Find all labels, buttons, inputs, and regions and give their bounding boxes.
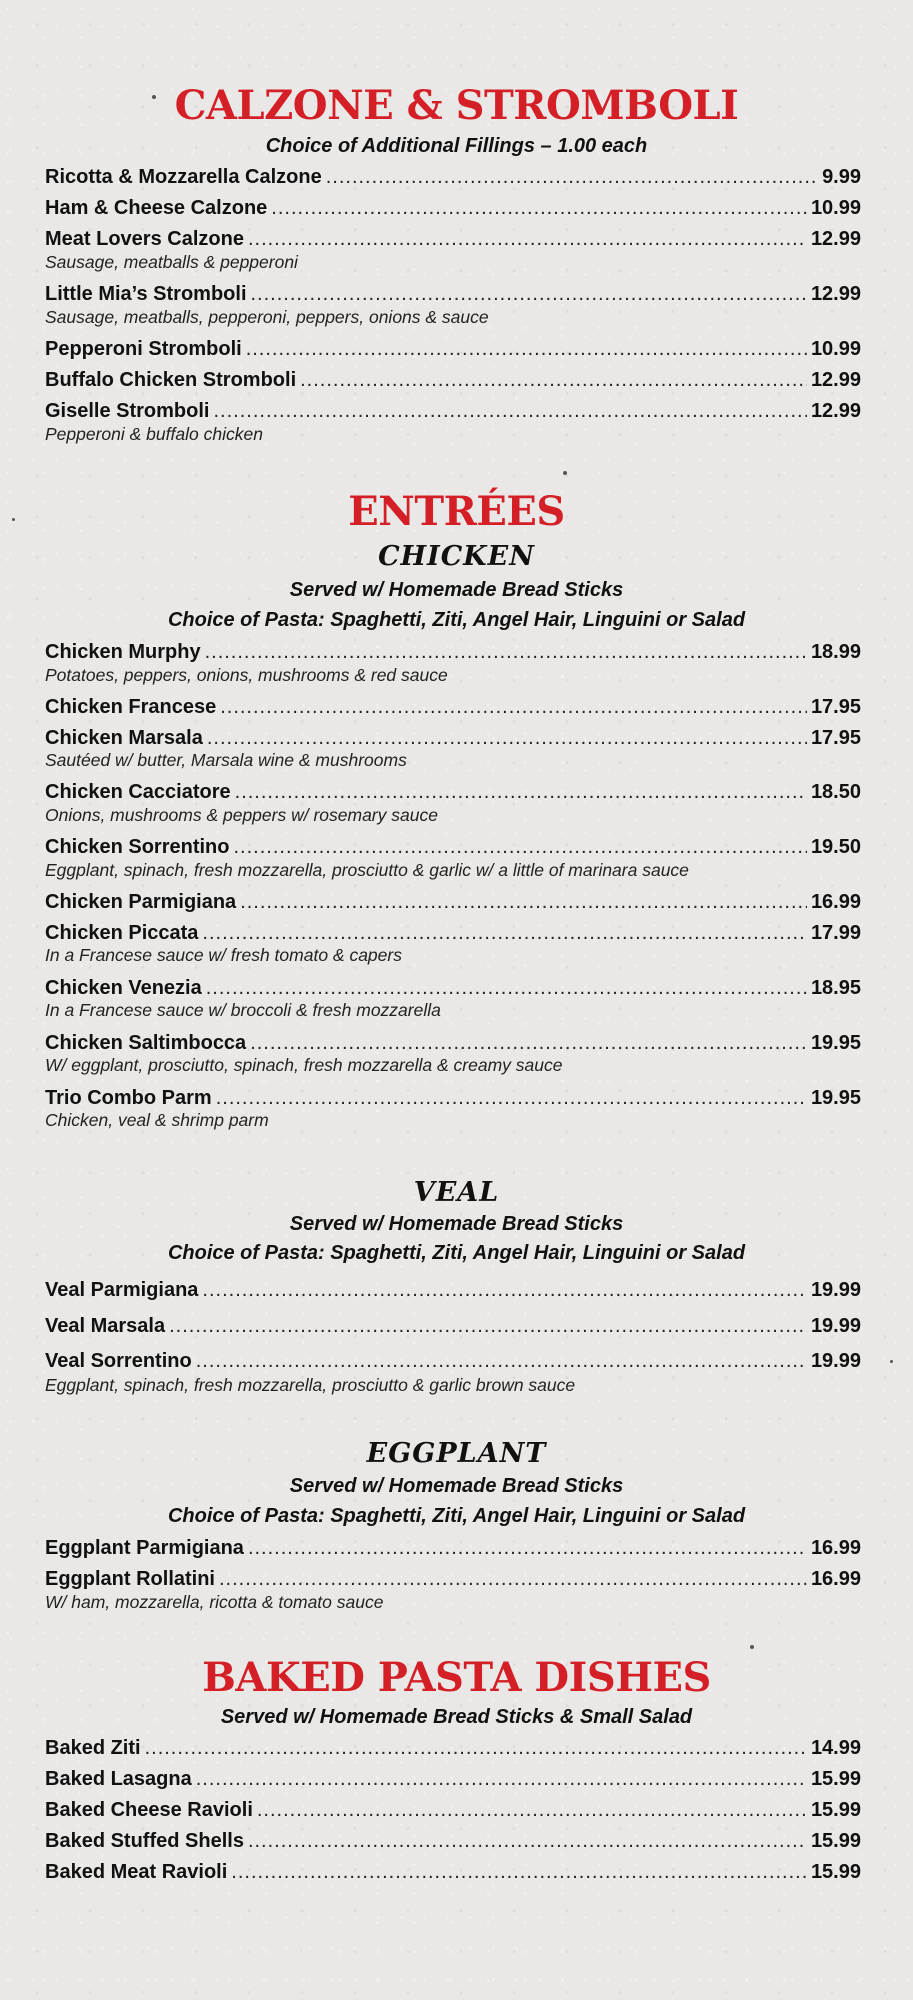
item-price: 15.99 [810, 1861, 861, 1883]
item-price: 10.99 [810, 197, 861, 219]
dot-leader [202, 1280, 807, 1300]
menu-item [45, 333, 861, 359]
item-name: Giselle Stromboli [45, 400, 210, 422]
item-description: Sautéed w/ butter, Marsala wine & mushrooms [45, 750, 407, 770]
dot-leader [169, 1316, 807, 1336]
menu-item [45, 972, 861, 998]
item-name: Eggplant Parmigiana [45, 1537, 244, 1559]
dot-leader [248, 1538, 807, 1558]
item-description: Potatoes, peppers, onions, mushrooms & red sauce [45, 665, 448, 685]
item-price: 19.99 [810, 1350, 861, 1372]
item-name: Little Mia’s Stromboli [45, 283, 247, 305]
item-price: 19.50 [810, 836, 861, 858]
menu-item [45, 395, 861, 421]
menu-item [45, 831, 861, 857]
paper-speck [563, 471, 567, 475]
subsection-note: Choice of Pasta: Spaghetti, Ziti, Angel Hair, Linguini or Salad [167, 1242, 746, 1264]
item-price: 10.99 [810, 338, 861, 360]
item-description: Pepperoni & buffalo chicken [45, 424, 263, 444]
menu-item [45, 1082, 861, 1108]
item-name: Baked Ziti [45, 1737, 141, 1759]
paper-speck [152, 95, 156, 99]
item-price: 17.99 [810, 922, 861, 944]
item-name: Meat Lovers Calzone [45, 228, 244, 250]
menu-item [45, 1794, 861, 1820]
item-price: 16.99 [810, 891, 861, 913]
item-name: Chicken Venezia [45, 977, 202, 999]
item-price: 19.99 [810, 1279, 861, 1301]
menu-item [45, 1310, 861, 1336]
dot-leader [206, 978, 807, 998]
menu-item [45, 1763, 861, 1789]
dot-leader [250, 1033, 807, 1053]
menu-item [45, 1732, 861, 1758]
item-name: Baked Stuffed Shells [45, 1830, 244, 1852]
item-description: W/ eggplant, prosciutto, spinach, fresh mozzarella & creamy sauce [45, 1055, 563, 1075]
menu-item [45, 223, 861, 249]
dot-leader [220, 697, 807, 717]
dot-leader [246, 339, 807, 359]
item-description: Sausage, meatballs, pepperoni, peppers, onions & sauce [45, 307, 489, 327]
item-description: Eggplant, spinach, fresh mozzarella, prosciutto & garlic brown sauce [45, 1375, 576, 1395]
menu-item [45, 278, 861, 304]
menu-item [45, 1345, 861, 1371]
item-name: Eggplant Rollatini [45, 1568, 215, 1590]
dot-leader [205, 642, 807, 662]
item-price: 9.99 [822, 166, 861, 188]
menu-item [45, 1825, 861, 1851]
item-name: Chicken Saltimbocca [45, 1032, 247, 1054]
item-price: 16.99 [810, 1537, 861, 1559]
dot-leader [251, 284, 807, 304]
item-name: Baked Lasagna [45, 1768, 192, 1790]
dot-leader [202, 923, 807, 943]
item-price: 15.99 [810, 1830, 861, 1852]
menu-item [45, 1274, 861, 1300]
menu-item [45, 776, 861, 802]
paper-speck [750, 1645, 754, 1649]
subsection-note: Choice of Pasta: Spaghetti, Ziti, Angel Hair, Linguini or Salad [167, 1505, 746, 1527]
item-name: Chicken Francese [45, 696, 217, 718]
item-name: Veal Marsala [45, 1315, 166, 1337]
item-price: 15.99 [810, 1799, 861, 1821]
dot-leader [196, 1769, 807, 1789]
item-name: Baked Meat Ravioli [45, 1861, 228, 1883]
menu-item [45, 192, 861, 218]
paper-speck [12, 518, 15, 521]
dot-leader [248, 1831, 807, 1851]
item-description: W/ ham, mozzarella, ricotta & tomato sauce [45, 1592, 384, 1612]
dot-leader [235, 782, 807, 802]
dot-leader [300, 370, 807, 390]
dot-leader [219, 1569, 807, 1589]
dot-leader [213, 401, 806, 421]
item-price: 18.95 [810, 977, 861, 999]
dot-leader [233, 837, 806, 857]
item-description: In a Francese sauce w/ broccoli & fresh mozzarella [45, 1000, 441, 1020]
menu-item [45, 364, 861, 390]
item-name: Chicken Sorrentino [45, 836, 230, 858]
item-price: 12.99 [810, 228, 861, 250]
item-price: 19.99 [810, 1315, 861, 1337]
menu-item [45, 1856, 861, 1882]
item-price: 19.95 [810, 1032, 861, 1054]
item-price: 16.99 [810, 1568, 861, 1590]
section-note-baked: Served w/ Homemade Bread Sticks & Small Salad [220, 1706, 693, 1728]
item-price: 18.99 [810, 641, 861, 663]
menu-item [45, 691, 861, 717]
subsection-title-eggplant: EGGPLANT [366, 1438, 547, 1469]
item-price: 19.95 [810, 1087, 861, 1109]
item-name: Veal Sorrentino [45, 1350, 192, 1372]
item-name: Veal Parmigiana [45, 1279, 199, 1301]
item-price: 14.99 [810, 1737, 861, 1759]
item-price: 18.50 [810, 781, 861, 803]
dot-leader [271, 198, 807, 218]
paper-speck [890, 1360, 893, 1363]
dot-leader [216, 1088, 807, 1108]
section-title-calzone: CALZONE & STROMBOLI [174, 82, 739, 129]
menu-item [45, 1532, 861, 1558]
item-name: Pepperoni Stromboli [45, 338, 242, 360]
item-name: Chicken Murphy [45, 641, 201, 663]
menu-item [45, 636, 861, 662]
section-title-baked: BAKED PASTA DISHES [202, 1654, 711, 1701]
menu-item [45, 1027, 861, 1053]
item-name: Ricotta & Mozzarella Calzone [45, 166, 322, 188]
item-price: 12.99 [810, 283, 861, 305]
dot-leader [196, 1351, 807, 1371]
subsection-note: Served w/ Homemade Bread Sticks [289, 1475, 624, 1497]
item-price: 12.99 [810, 369, 861, 391]
section-title-entrees: ENTRÉES [348, 488, 565, 535]
subsection-note: Served w/ Homemade Bread Sticks [289, 1213, 624, 1235]
item-description: Eggplant, spinach, fresh mozzarella, prosciutto & garlic w/ a little of marinara sauce [45, 860, 689, 880]
item-description: Chicken, veal & shrimp parm [45, 1110, 269, 1130]
dot-leader [145, 1738, 807, 1758]
menu-item [45, 161, 861, 187]
item-description: Sausage, meatballs & pepperoni [45, 252, 298, 272]
dot-leader [207, 728, 807, 748]
item-name: Chicken Piccata [45, 922, 199, 944]
item-name: Buffalo Chicken Stromboli [45, 369, 297, 391]
item-price: 15.99 [810, 1768, 861, 1790]
subsection-title-veal: VEAL [413, 1177, 500, 1208]
item-price: 17.95 [810, 727, 861, 749]
item-name: Baked Cheese Ravioli [45, 1799, 253, 1821]
item-price: 17.95 [810, 696, 861, 718]
item-name: Chicken Cacciatore [45, 781, 231, 803]
subsection-note: Choice of Pasta: Spaghetti, Ziti, Angel Hair, Linguini or Salad [167, 609, 746, 631]
item-name: Ham & Cheese Calzone [45, 197, 268, 219]
menu-item [45, 1563, 861, 1589]
item-name: Chicken Marsala [45, 727, 203, 749]
dot-leader [248, 229, 807, 249]
menu-item [45, 886, 861, 912]
menu-item [45, 917, 861, 943]
dot-leader [326, 167, 818, 187]
section-note-calzone: Choice of Additional Fillings – 1.00 each [265, 135, 648, 157]
item-name: Chicken Parmigiana [45, 891, 237, 913]
item-description: Onions, mushrooms & peppers w/ rosemary sauce [45, 805, 438, 825]
item-name: Trio Combo Parm [45, 1087, 212, 1109]
dot-leader [240, 892, 807, 912]
subsection-note: Served w/ Homemade Bread Sticks [289, 579, 624, 601]
item-description: In a Francese sauce w/ fresh tomato & capers [45, 945, 402, 965]
dot-leader [257, 1800, 807, 1820]
subsection-title-chicken: CHICKEN [378, 541, 535, 572]
menu-item [45, 722, 861, 748]
dot-leader [231, 1862, 807, 1882]
item-price: 12.99 [810, 400, 861, 422]
